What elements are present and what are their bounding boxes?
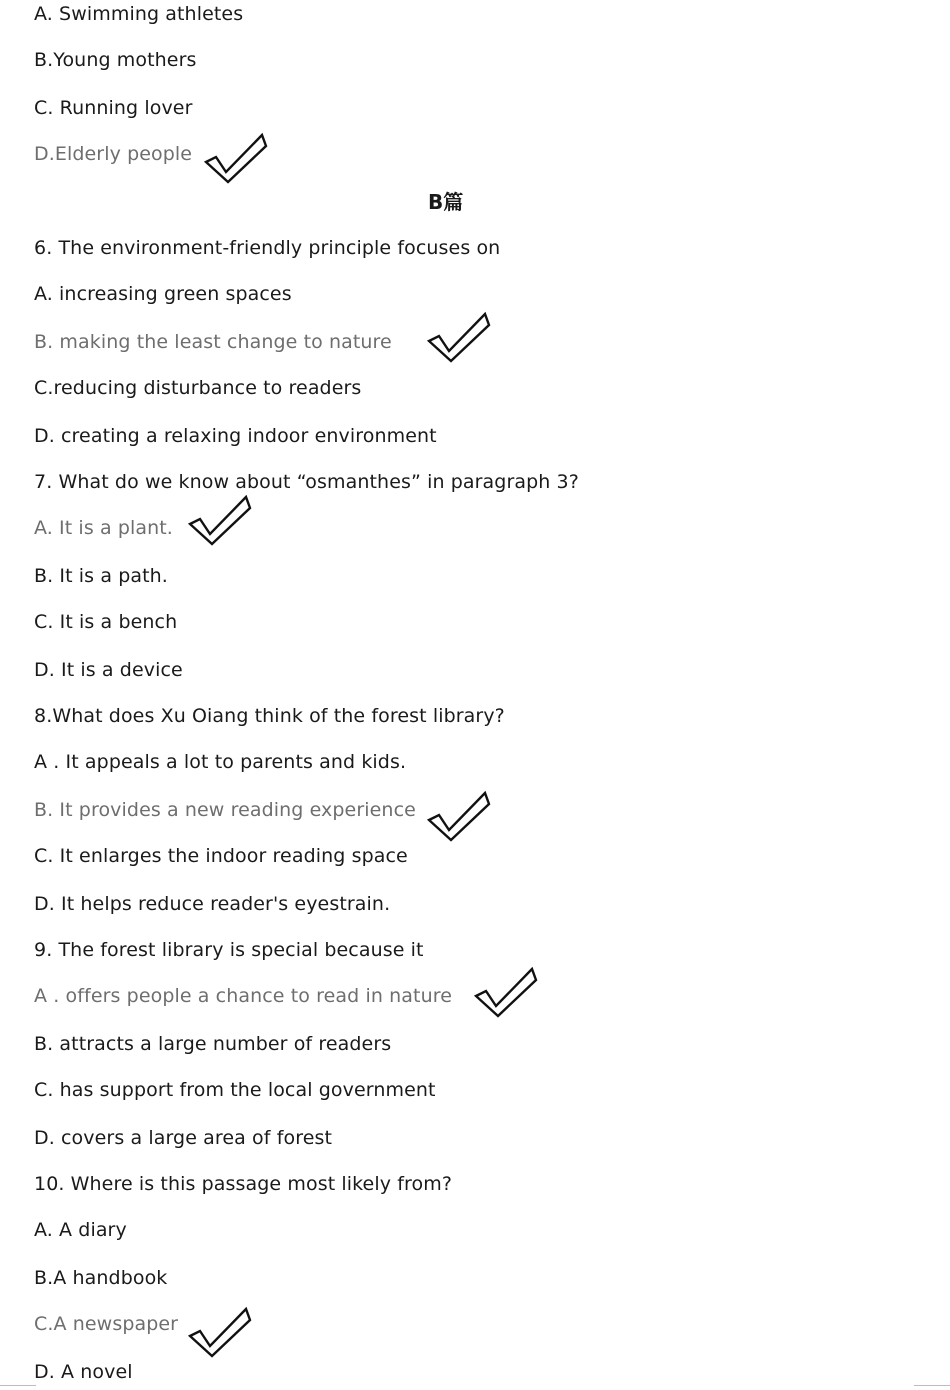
option-5b: B.Young mothers bbox=[34, 49, 197, 71]
question-10: 10. Where is this passage most likely from? bbox=[34, 1173, 453, 1195]
checkmark-icon bbox=[474, 966, 538, 1018]
option-6a: A. increasing green spaces bbox=[34, 283, 292, 305]
option-9d: D. covers a large area of forest bbox=[34, 1127, 333, 1149]
question-7: 7. What do we know about “osmanthes” in paragraph 3? bbox=[34, 471, 579, 493]
page-corner-mark bbox=[914, 1385, 950, 1386]
option-8d: D. It helps reduce reader's eyestrain. bbox=[34, 893, 391, 915]
option-7a-selected-answer: A. It is a plant. bbox=[34, 517, 173, 539]
checkmark-icon bbox=[427, 311, 491, 363]
option-9c: C. has support from the local government bbox=[34, 1079, 436, 1101]
option-10b: B.A handbook bbox=[34, 1267, 168, 1289]
checkmark-icon bbox=[188, 1306, 252, 1358]
option-5c: C. Running lover bbox=[34, 97, 193, 119]
option-6c: C.reducing disturbance to readers bbox=[34, 377, 362, 399]
checkmark-icon bbox=[188, 494, 252, 546]
page-corner-mark bbox=[0, 1385, 36, 1386]
option-8c: C. It enlarges the indoor reading space bbox=[34, 845, 408, 867]
question-8: 8.What does Xu Oiang think of the forest library? bbox=[34, 705, 505, 727]
option-10a: A. A diary bbox=[34, 1219, 127, 1241]
question-6: 6. The environment-friendly principle focuses on bbox=[34, 237, 501, 259]
question-9: 9. The forest library is special because it bbox=[34, 939, 424, 961]
option-9b: B. attracts a large number of readers bbox=[34, 1033, 392, 1055]
section-heading: B篇 bbox=[428, 190, 464, 214]
option-7b: B. It is a path. bbox=[34, 565, 168, 587]
option-6b-selected-answer: B. making the least change to nature bbox=[34, 331, 392, 353]
option-10d: D. A novel bbox=[34, 1361, 133, 1383]
option-5a: A. Swimming athletes bbox=[34, 3, 244, 25]
option-10c-selected-answer: C.A newspaper bbox=[34, 1313, 179, 1335]
option-8a: A . It appeals a lot to parents and kids. bbox=[34, 751, 407, 773]
checkmark-icon bbox=[427, 790, 491, 842]
option-7d: D. It is a device bbox=[34, 659, 183, 681]
option-9a-selected-answer: A . offers people a chance to read in nature bbox=[34, 985, 452, 1007]
checkmark-icon bbox=[204, 132, 268, 184]
option-6d: D. creating a relaxing indoor environment bbox=[34, 425, 437, 447]
option-7c: C. It is a bench bbox=[34, 611, 178, 633]
option-8b-selected-answer: B. It provides a new reading experience bbox=[34, 799, 416, 821]
option-5d-selected-answer: D.Elderly people bbox=[34, 143, 193, 165]
